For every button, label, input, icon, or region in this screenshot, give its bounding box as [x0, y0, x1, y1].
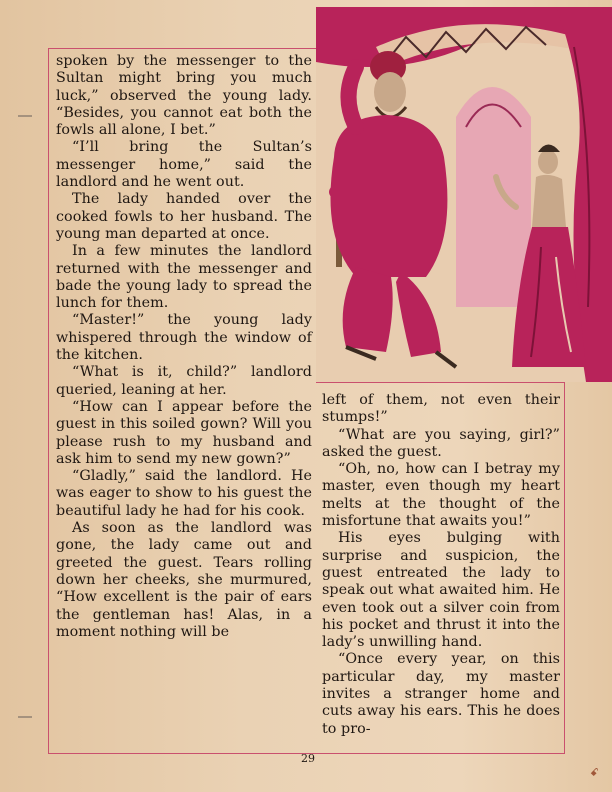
paragraph: “What is it, child?” landlord queried, leaning at her.	[56, 364, 312, 398]
paragraph: left of them, not even their stumps!”	[322, 392, 560, 426]
paragraph: “Oh, no, how can I betray my master, even though my heart melts at the thought of the misfortune that awaits you!”	[322, 461, 560, 530]
illustration-svg	[316, 7, 612, 382]
paragraph: “How can I appear before the guest in this soiled gown? Will you please rush to my husband and ask him to send my new gown?”	[56, 398, 312, 467]
paragraph: “What are you saying, girl?” asked the guest.	[322, 426, 560, 460]
paragraph: The lady handed over the cooked fowls to her husband. The young man departed at once.	[56, 191, 312, 242]
paragraph: “Gladly,” said the landlord. He was eager to show to his guest the beautiful lady he had for his cook.	[56, 468, 312, 519]
paragraph: spoken by the messenger to the Sultan might bring you much luck,” observed the young lady. “Besides, you cannot eat both the fowls all alone, I bet.”	[56, 53, 312, 139]
story-illustration	[316, 7, 612, 382]
paragraph: “Once every year, on this particular day, my master invites a stranger home and cuts away his ears. This he does to pro-	[322, 651, 560, 737]
paragraph: In a few minutes the landlord returned with the messenger and bade the young lady to spread the lunch for them.	[56, 243, 312, 312]
scan-mark	[18, 716, 32, 718]
page-number: 29	[301, 752, 315, 765]
corner-mark: ꗃ	[590, 766, 599, 779]
paragraph: “Master!” the young lady whispered through the window of the kitchen.	[56, 312, 312, 364]
paragraph: As soon as the landlord was gone, the lady came out and greeted the guest. Tears rolling down her cheeks, she murmured, “How excellent is the pair of ears the gentleman has! Alas, in a moment nothing will be	[56, 520, 312, 640]
text-column-right	[322, 392, 560, 738]
paragraph: “I’ll bring the Sultan’s messenger home,” said the landlord and he went out.	[56, 139, 312, 191]
text-column-left	[56, 53, 312, 641]
paragraph: His eyes bulging with surprise and suspicion, the guest entreated the lady to speak out what awaited him. He even took out a silver coin from his pocket and thrust it into the lady’s unwilling hand.	[322, 530, 560, 651]
scan-mark	[18, 115, 32, 117]
